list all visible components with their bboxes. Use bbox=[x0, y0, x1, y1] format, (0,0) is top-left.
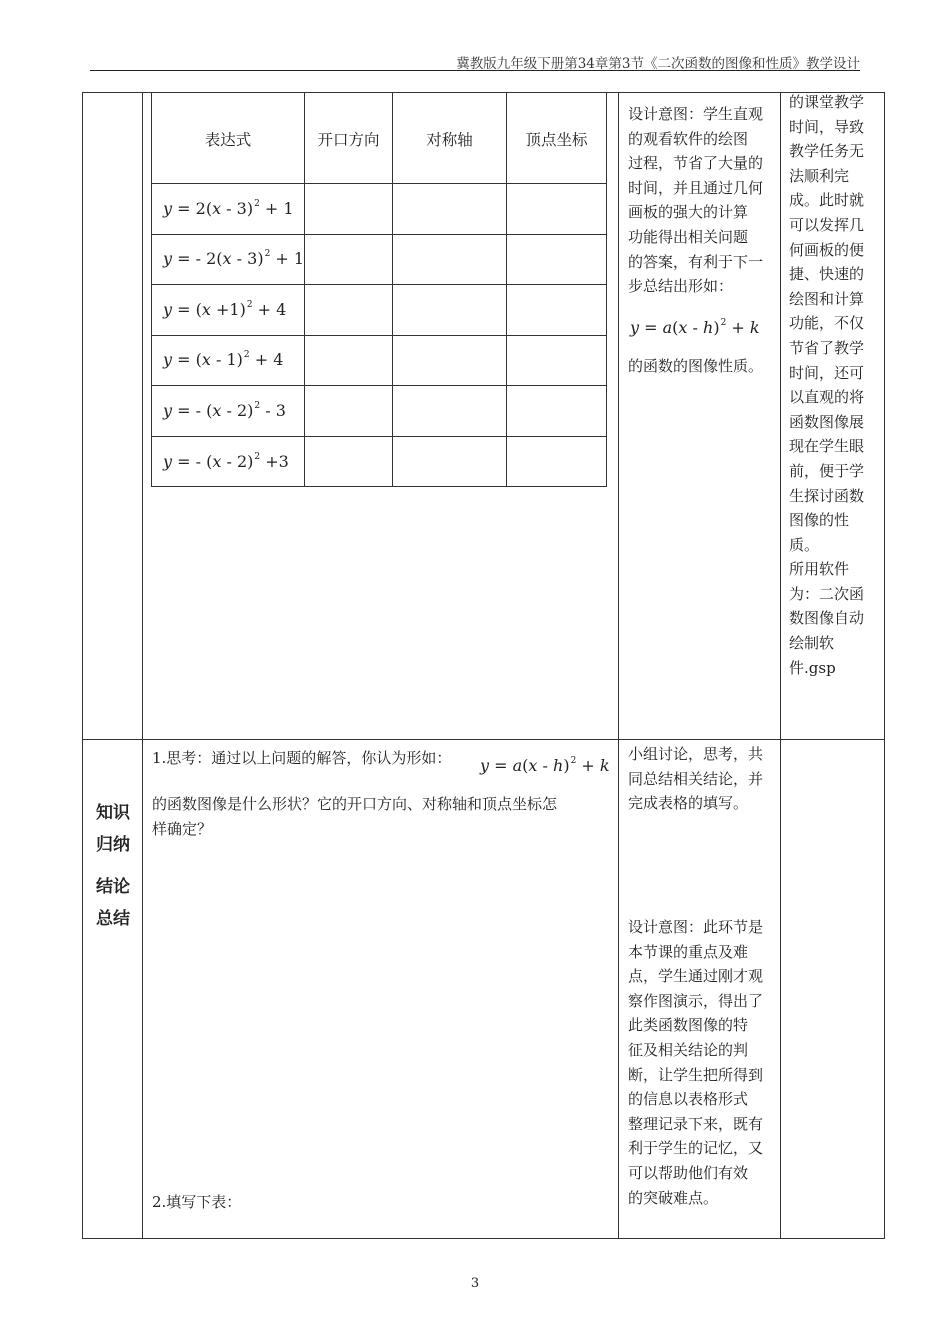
page-number: 3 bbox=[470, 1276, 480, 1291]
header-vertex: 顶点坐标 bbox=[525, 131, 588, 149]
section-label-summary: 归纳 bbox=[96, 835, 130, 855]
expression-row-3: $y = (x +1)^2 + 4$ bbox=[163, 300, 287, 319]
document-header: 冀教版九年级下册第34章第3节《二次函数的图像和性质》教学设计 bbox=[456, 56, 860, 72]
question-1-prefix: 1.思考：通过以上问题的解答，你认为形如： bbox=[152, 749, 452, 767]
question-1-formula: y = a(x - h)$^2$ + k bbox=[480, 756, 610, 775]
section-label-conclusion: 结论 bbox=[96, 877, 130, 897]
question-1-line-2: 的函数图像是什么形状？它的开口方向、对称轴和顶点坐标怎 bbox=[152, 795, 558, 813]
student-activity: 小组讨论，思考，共 同总结相关结论，并 完成表格的填写。 bbox=[628, 745, 764, 813]
section-label-recap: 总结 bbox=[96, 909, 130, 929]
expression-row-5: y = - (x - 2)$^2$ - 3 bbox=[163, 401, 286, 420]
design-intent-1-tail: 的函数的图像性质。 bbox=[628, 357, 764, 375]
expression-row-4: y = (x - 1)$^2$ + 4 bbox=[163, 350, 284, 369]
design-intent-2: 设计意图：此环节是 本节课的重点及难 点，学生通过刚才观 察作图演示，得出了 此类函数图像的特 征及相关结论的判 断，让学生把所得到 的信息以表格形式 整理记录下来，既有 利于学生的记忆，又 可以帮助他们有效 的突破难点。 bbox=[628, 918, 764, 1207]
header-expression: 表达式 bbox=[204, 131, 252, 149]
question-2: 2.填写下表： bbox=[152, 1193, 242, 1211]
notes-column: 的课堂教学 时间，导致 教学任务无 法顺利完 成。此时就 可以发挥几 何画板的便 捷、快速的 绘图和计算 功能，不仅 节省了教学 时间，还可 以直观的将 函数图像展 现在学生眼 前，便于学 生探讨函数 图像的性 质。 所用软件 为：二次函 数图像自动 绘制软 件.gsp bbox=[789, 93, 865, 677]
expression-row-1: y = 2(x - 3)$^2$ + 1 bbox=[163, 199, 294, 218]
section-label-knowledge: 知识 bbox=[96, 803, 130, 823]
header-rule bbox=[90, 70, 860, 71]
design-intent-formula: y = a(x - h)$^2$ + k bbox=[630, 318, 760, 337]
header-symmetry-axis: 对称轴 bbox=[426, 131, 473, 149]
header-opening-direction: 开口方向 bbox=[317, 131, 380, 149]
question-1-line-3: 样确定？ bbox=[152, 820, 213, 838]
design-intent-1: 设计意图：学生直观 的观看软件的绘图 过程，节省了大量的 时间，并且通过几何 画板的强大的计算 功能得出相关问题 的答案，有利于下一 步总结出形如： bbox=[628, 105, 764, 296]
expression-row-6: y = - (x - 2)$^2$ +3 bbox=[163, 452, 289, 471]
expression-row-2: y = - 2(x - 3)$^2$ + 1 bbox=[163, 249, 305, 268]
